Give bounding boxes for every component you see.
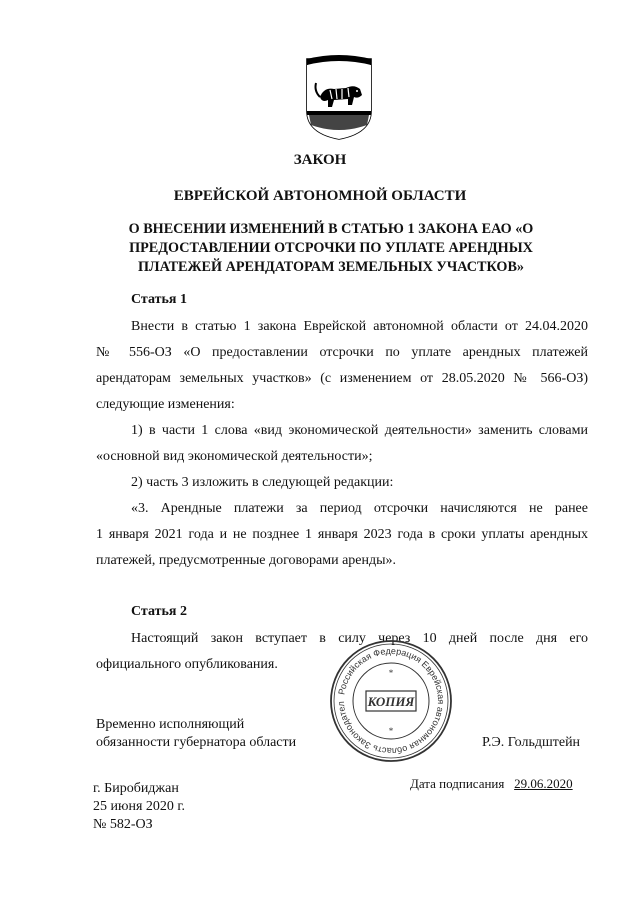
signatory-position-line: Временно исполняющий — [96, 717, 245, 732]
article-1-line: 1 января 2021 года и не позднее 1 января 2023 года в сроки уплаты арендных — [96, 527, 588, 542]
stamp-outer-text: Российская Федерация Еврейская автономная область Законодател — [335, 645, 447, 757]
article-1-line: 2) часть 3 изложить в следующей редакции: — [131, 475, 394, 490]
footer-number: № 582-ОЗ — [93, 817, 153, 832]
article-1-line: арендаторам земельных участков» (с изменением от 28.05.2020 № 566-ОЗ) — [96, 371, 588, 386]
region-title: ЕВРЕЙСКОЙ АВТОНОМНОЙ ОБЛАСТИ — [173, 188, 467, 204]
article-1-line: платежей, предусмотренные договорами аренды». — [96, 553, 397, 568]
law-subject — [96, 220, 566, 277]
article-1-line: 1) в части 1 слова «вид экономической деятельности» заменить словами — [131, 423, 588, 438]
law-subject-line: О ВНЕСЕНИИ ИЗМЕНЕНИЙ В СТАТЬЮ 1 ЗАКОНА ЕАО «О — [128, 221, 534, 237]
coat-of-arms-tiger-icon — [304, 53, 374, 141]
law-subject-line: ПРЕДОСТАВЛЕНИИ ОТСРОЧКИ ПО УПЛАТЕ АРЕНДНЫХ — [129, 240, 533, 256]
footer-place-date — [93, 780, 185, 834]
signing-date-value: 29.06.2020 — [514, 776, 573, 791]
footer-place: г. Биробиджан — [93, 781, 179, 796]
stamp-center-text: КОПИЯ — [367, 694, 415, 709]
law-subject-line: ПЛАТЕЖЕЙ АРЕНДАТОРАМ ЗЕМЕЛЬНЫХ УЧАСТКОВ» — [137, 259, 525, 275]
article-1-line: следующие изменения: — [96, 397, 235, 412]
article-2-heading: Статья 2 — [131, 604, 187, 619]
signing-date-block — [410, 776, 573, 792]
footer-date: 25 июня 2020 г. — [93, 799, 186, 814]
signatory-position-line: обязанности губернатора области — [96, 735, 297, 750]
article-1-line: «3. Арендные платежи за период отсрочки начисляются не ранее — [131, 501, 588, 516]
article-1-line: «основной вид экономической деятельности»; — [96, 449, 373, 464]
svg-text:*: * — [388, 668, 394, 678]
article-2-line: официального опубликования. — [96, 657, 278, 672]
article-1-line: Внести в статью 1 закона Еврейской автономной области от 24.04.2020 — [131, 319, 588, 334]
article-1-line: № 556-ОЗ «О предоставлении отсрочки по уплате арендных платежей — [96, 345, 588, 360]
article-1-heading: Статья 1 — [131, 292, 187, 307]
article-2-line: Настоящий закон вступает в силу через 10 дней после дня его — [131, 631, 588, 646]
official-stamp — [328, 638, 454, 764]
law-title: ЗАКОН — [293, 152, 347, 168]
signing-date-label: Дата подписания — [410, 776, 505, 791]
signatory-name: Р.Э. Гольдштейн — [482, 735, 581, 750]
svg-text:*: * — [388, 726, 394, 736]
signatory-position — [96, 716, 296, 752]
